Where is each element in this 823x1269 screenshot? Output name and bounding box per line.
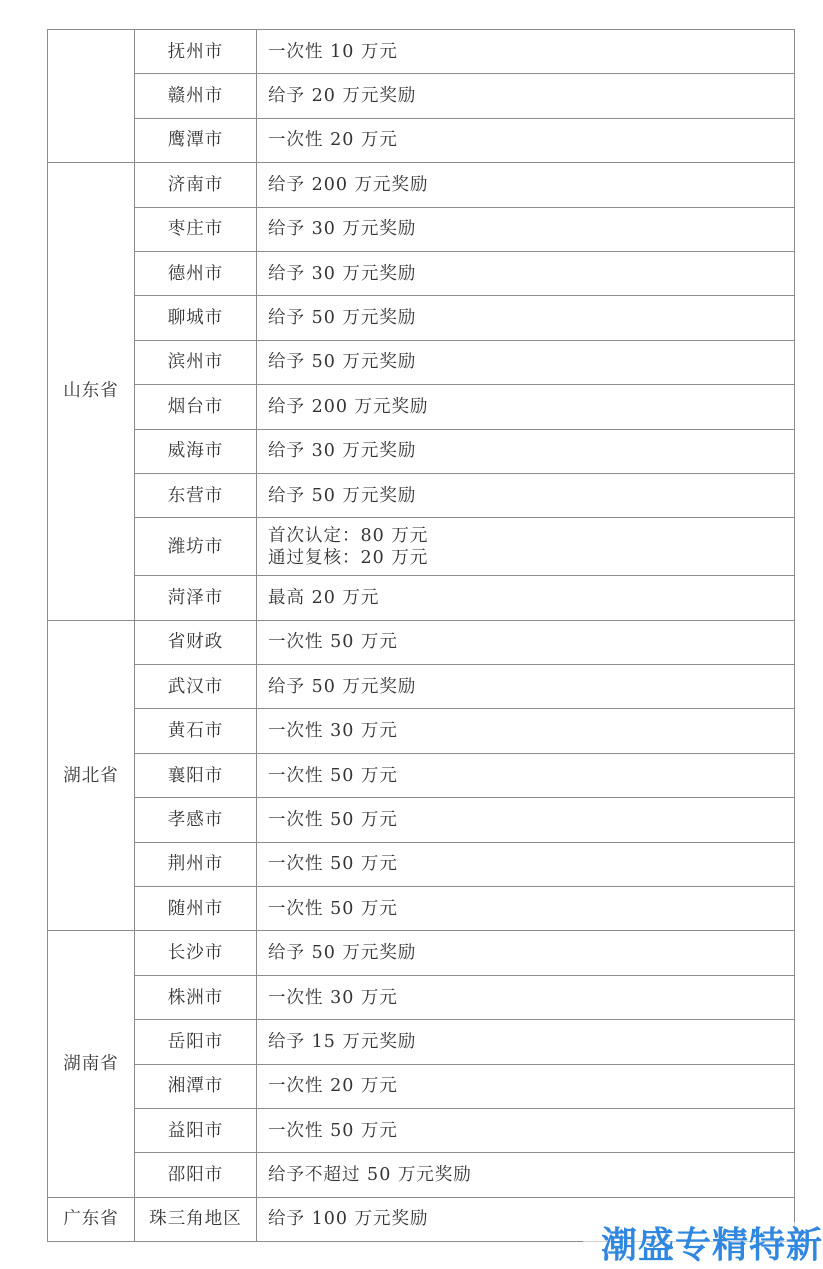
table-row	[48, 1108, 795, 1152]
reward-text: 给予 15 万元奖励	[268, 1031, 417, 1052]
table-row	[48, 296, 795, 340]
reward-cell	[257, 975, 795, 1019]
reward-cell	[257, 753, 795, 797]
reward-text: 一次性 50 万元	[268, 1120, 398, 1141]
reward-text: 首次认定：80 万元	[268, 525, 429, 546]
reward-cell	[257, 620, 795, 664]
city-cell: 赣州市	[135, 74, 257, 118]
reward-cell	[257, 340, 795, 384]
table-row	[48, 753, 795, 797]
table-row	[48, 576, 795, 620]
city-cell: 威海市	[135, 429, 257, 473]
table-row	[48, 429, 795, 473]
reward-text: 给予 200 万元奖励	[268, 174, 429, 195]
table-row	[48, 74, 795, 118]
city-cell: 襄阳市	[135, 753, 257, 797]
city-cell: 济南市	[135, 163, 257, 207]
table-row	[48, 887, 795, 931]
reward-text: 一次性 10 万元	[268, 41, 398, 62]
reward-cell	[257, 1064, 795, 1108]
city-cell: 株洲市	[135, 975, 257, 1019]
reward-text: 给予 50 万元奖励	[268, 676, 417, 697]
city-cell: 菏泽市	[135, 576, 257, 620]
reward-text: 一次性 50 万元	[268, 898, 398, 919]
reward-cell	[257, 118, 795, 162]
reward-text: 给予不超过 50 万元奖励	[268, 1165, 472, 1186]
reward-cell	[257, 163, 795, 207]
reward-text: 一次性 20 万元	[268, 130, 398, 151]
reward-cell	[257, 665, 795, 709]
reward-text: 一次性 50 万元	[268, 632, 398, 653]
reward-cell	[257, 251, 795, 295]
reward-text: 给予 50 万元奖励	[268, 352, 417, 373]
reward-policy-table	[47, 29, 795, 1242]
table-row	[48, 251, 795, 295]
city-cell: 聊城市	[135, 296, 257, 340]
reward-cell	[257, 74, 795, 118]
reward-text: 一次性 30 万元	[268, 987, 398, 1008]
reward-text: 一次性 20 万元	[268, 1076, 398, 1097]
table-row	[48, 118, 795, 162]
table-row	[48, 1153, 795, 1197]
city-cell: 武汉市	[135, 665, 257, 709]
city-cell: 孝感市	[135, 798, 257, 842]
table-row	[48, 842, 795, 886]
city-cell: 珠三角地区	[135, 1197, 257, 1241]
table-row	[48, 30, 795, 74]
province-cell: 湖南省	[48, 931, 135, 1197]
reward-text: 给予 30 万元奖励	[268, 263, 417, 284]
reward-text: 通过复核：20 万元	[268, 547, 429, 568]
reward-cell	[257, 30, 795, 74]
city-cell: 滨州市	[135, 340, 257, 384]
table-row	[48, 1064, 795, 1108]
reward-cell	[257, 842, 795, 886]
reward-cell	[257, 429, 795, 473]
city-cell: 随州市	[135, 887, 257, 931]
city-cell: 益阳市	[135, 1108, 257, 1152]
province-cell: 广东省	[48, 1197, 135, 1241]
reward-cell	[257, 296, 795, 340]
reward-text: 给予 50 万元奖励	[268, 943, 417, 964]
reward-text: 最高 20 万元	[268, 587, 380, 608]
province-cell: 山东省	[48, 163, 135, 621]
reward-cell	[257, 887, 795, 931]
table-row	[48, 620, 795, 664]
city-cell: 鹰潭市	[135, 118, 257, 162]
reward-text: 给予 100 万元奖励	[268, 1209, 429, 1230]
table-row	[48, 340, 795, 384]
reward-text: 一次性 30 万元	[268, 721, 398, 742]
table-row	[48, 473, 795, 517]
reward-cell	[257, 385, 795, 429]
city-cell: 长沙市	[135, 931, 257, 975]
table-row	[48, 709, 795, 753]
city-cell: 荆州市	[135, 842, 257, 886]
city-cell: 岳阳市	[135, 1020, 257, 1064]
reward-cell	[257, 798, 795, 842]
table-body	[48, 30, 795, 1242]
city-cell: 省财政	[135, 620, 257, 664]
reward-text: 一次性 50 万元	[268, 854, 398, 875]
reward-cell	[257, 576, 795, 620]
reward-text: 一次性 50 万元	[268, 809, 398, 830]
table-row	[48, 665, 795, 709]
reward-cell	[257, 931, 795, 975]
city-cell: 抚州市	[135, 30, 257, 74]
city-cell: 湘潭市	[135, 1064, 257, 1108]
city-cell: 烟台市	[135, 385, 257, 429]
table-row	[48, 1020, 795, 1064]
reward-cell	[257, 518, 795, 576]
reward-cell	[257, 473, 795, 517]
reward-cell	[257, 207, 795, 251]
city-cell: 枣庄市	[135, 207, 257, 251]
table-row	[48, 163, 795, 207]
reward-text: 一次性 50 万元	[268, 765, 398, 786]
reward-text: 给予 30 万元奖励	[268, 219, 417, 240]
reward-cell	[257, 1108, 795, 1152]
table-row	[48, 975, 795, 1019]
reward-text: 给予 30 万元奖励	[268, 441, 417, 462]
reward-cell	[257, 1153, 795, 1197]
city-cell: 德州市	[135, 251, 257, 295]
table-row	[48, 931, 795, 975]
table-row	[48, 207, 795, 251]
city-cell: 黄石市	[135, 709, 257, 753]
province-cell: 湖北省	[48, 620, 135, 931]
watermark-logo-text: 潮盛专精特新	[583, 1222, 823, 1269]
reward-text: 给予 200 万元奖励	[268, 396, 429, 417]
reward-text: 给予 50 万元奖励	[268, 485, 417, 506]
table-row	[48, 518, 795, 576]
reward-cell	[257, 1020, 795, 1064]
reward-cell	[257, 709, 795, 753]
table-row	[48, 385, 795, 429]
table-row	[48, 798, 795, 842]
city-cell: 潍坊市	[135, 518, 257, 576]
reward-text: 给予 50 万元奖励	[268, 308, 417, 329]
city-cell: 邵阳市	[135, 1153, 257, 1197]
city-cell: 东营市	[135, 473, 257, 517]
reward-text: 给予 20 万元奖励	[268, 86, 417, 107]
province-cell	[48, 30, 135, 163]
